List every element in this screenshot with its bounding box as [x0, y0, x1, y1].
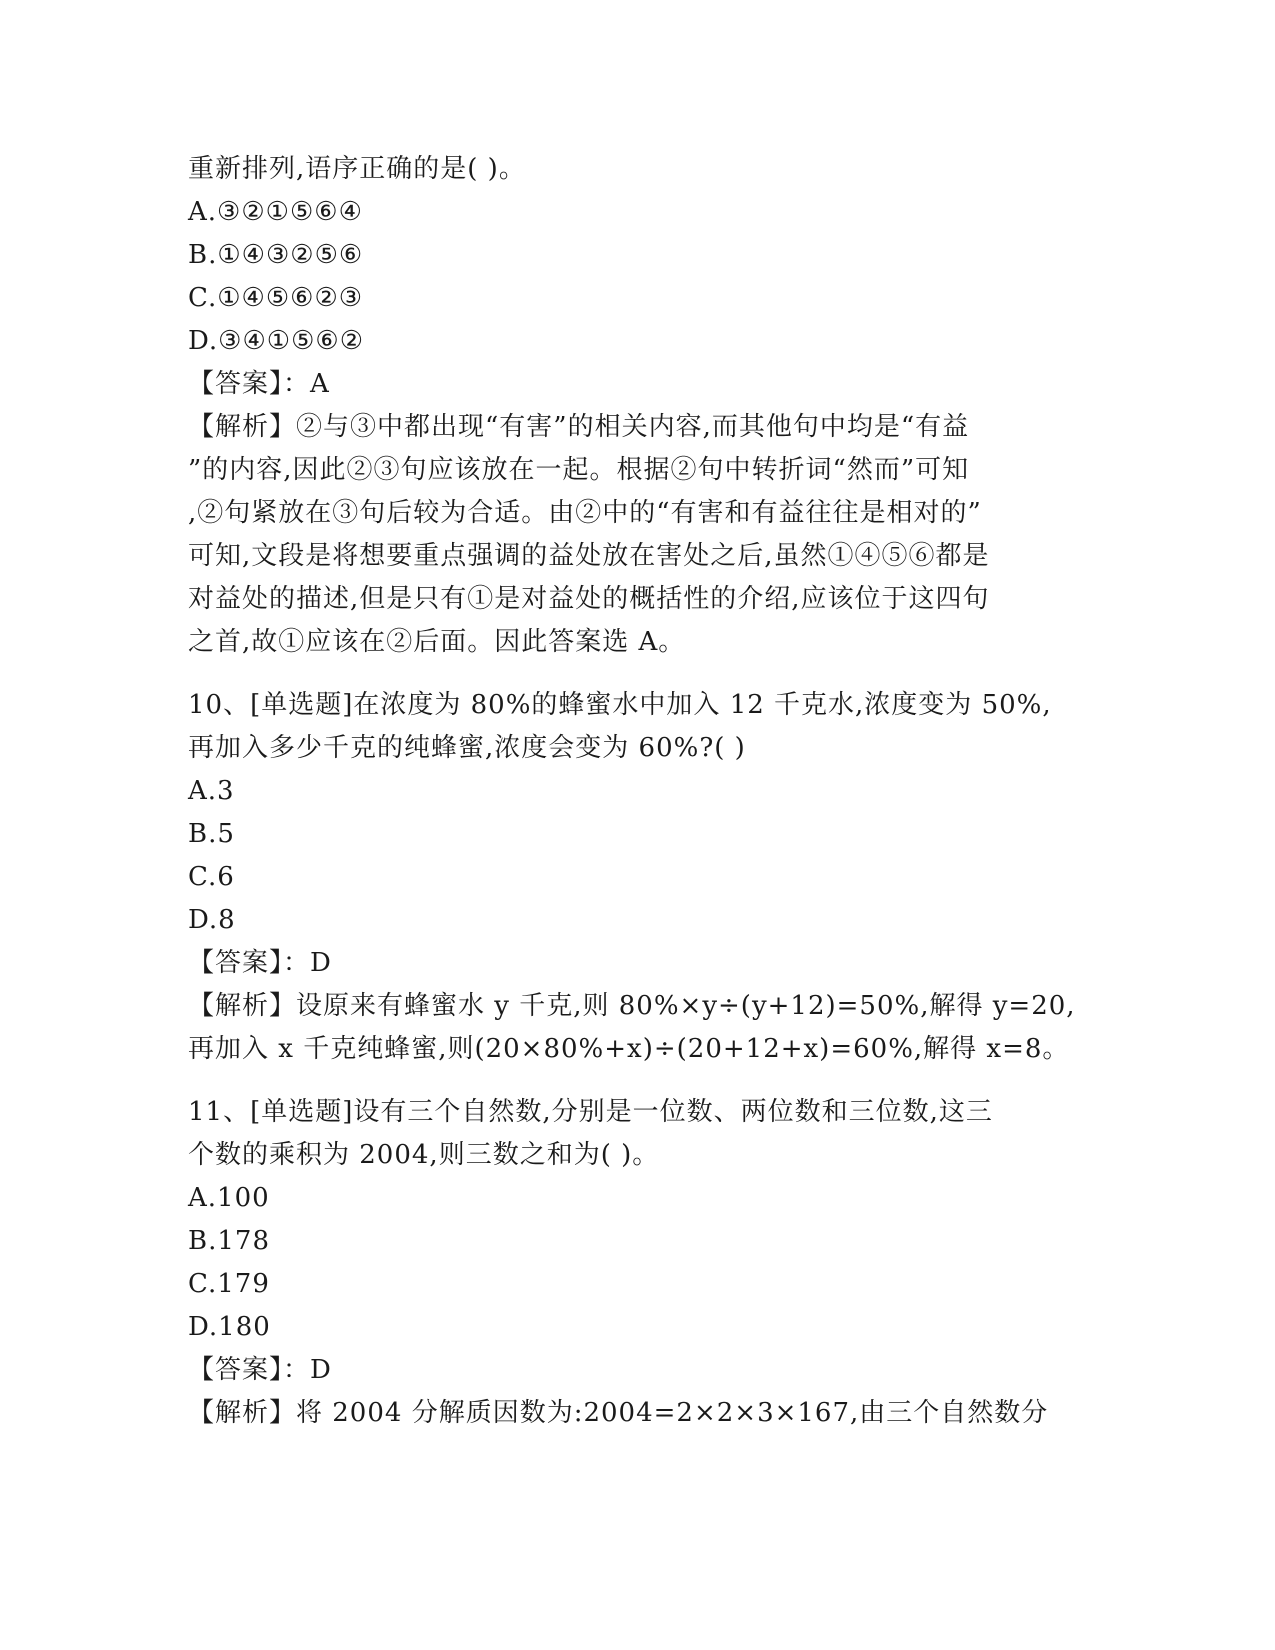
question-9-option-c: C.①④⑤⑥②③	[188, 283, 364, 313]
question-9-analysis-line: 可知,文段是将想要重点强调的益处放在害处之后,虽然①④⑤⑥都是	[188, 541, 990, 571]
question-10-option-b: B.5	[188, 819, 235, 849]
question-10-option-c: C.6	[188, 862, 235, 892]
question-11-option-d: D.180	[188, 1312, 271, 1342]
question-10-option-d: D.8	[188, 905, 236, 935]
document-content	[188, 148, 1078, 1435]
question-9-option-a: A.③②①⑤⑥④	[188, 197, 363, 227]
question-9	[188, 148, 1078, 664]
question-11-option-a: A.100	[188, 1183, 270, 1213]
question-10-analysis-line: 【解析】设原来有蜂蜜水 y 千克,则 80%×y÷(y+12)=50%,解得 y=20,	[188, 991, 1076, 1021]
question-9-analysis-line: ”的内容,因此②③句应该放在一起。根据②句中转折词“然而”可知	[188, 455, 970, 485]
question-11-stem-line: 11、[单选题]设有三个自然数,分别是一位数、两位数和三位数,这三	[188, 1097, 993, 1127]
question-9-analysis-line: 之首,故①应该在②后面。因此答案选 A。	[188, 627, 686, 657]
question-9-option-b: B.①④③②⑤⑥	[188, 240, 364, 270]
question-9-option-d: D.③④①⑤⑥②	[188, 326, 365, 356]
spacer	[188, 1071, 1078, 1091]
question-10-stem-line: 10、[单选题]在浓度为 80%的蜂蜜水中加入 12 千克水,浓度变为 50%,	[188, 690, 1052, 720]
question-10-answer: 【答案】：D	[188, 948, 332, 978]
question-10-option-a: A.3	[188, 776, 235, 806]
question-9-stem: 重新排列,语序正确的是( )。	[188, 154, 526, 184]
question-11-stem-line: 个数的乘积为 2004,则三数之和为( )。	[188, 1140, 660, 1170]
spacer	[188, 664, 1078, 684]
question-9-analysis-line: ,②句紧放在③句后较为合适。由②中的“有害和有益往往是相对的”	[188, 498, 982, 528]
question-11-option-b: B.178	[188, 1226, 270, 1256]
question-10	[188, 684, 1078, 1071]
question-10-stem-line: 再加入多少千克的纯蜂蜜,浓度会变为 60%?( )	[188, 733, 746, 763]
question-9-analysis-line: 【解析】②与③中都出现“有害”的相关内容,而其他句中均是“有益	[188, 412, 970, 442]
question-11-answer: 【答案】：D	[188, 1355, 332, 1385]
question-9-answer: 【答案】：A	[188, 369, 330, 399]
question-11-analysis-line: 【解析】将 2004 分解质因数为:2004=2×2×3×167,由三个自然数分	[188, 1398, 1049, 1428]
question-11	[188, 1091, 1078, 1435]
question-9-analysis-line: 对益处的描述,但是只有①是对益处的概括性的介绍,应该位于这四句	[188, 584, 990, 614]
question-10-analysis-line: 再加入 x 千克纯蜂蜜,则(20×80%+x)÷(20+12+x)=60%,解得 x=8。	[188, 1034, 1070, 1064]
question-11-option-c: C.179	[188, 1269, 270, 1299]
